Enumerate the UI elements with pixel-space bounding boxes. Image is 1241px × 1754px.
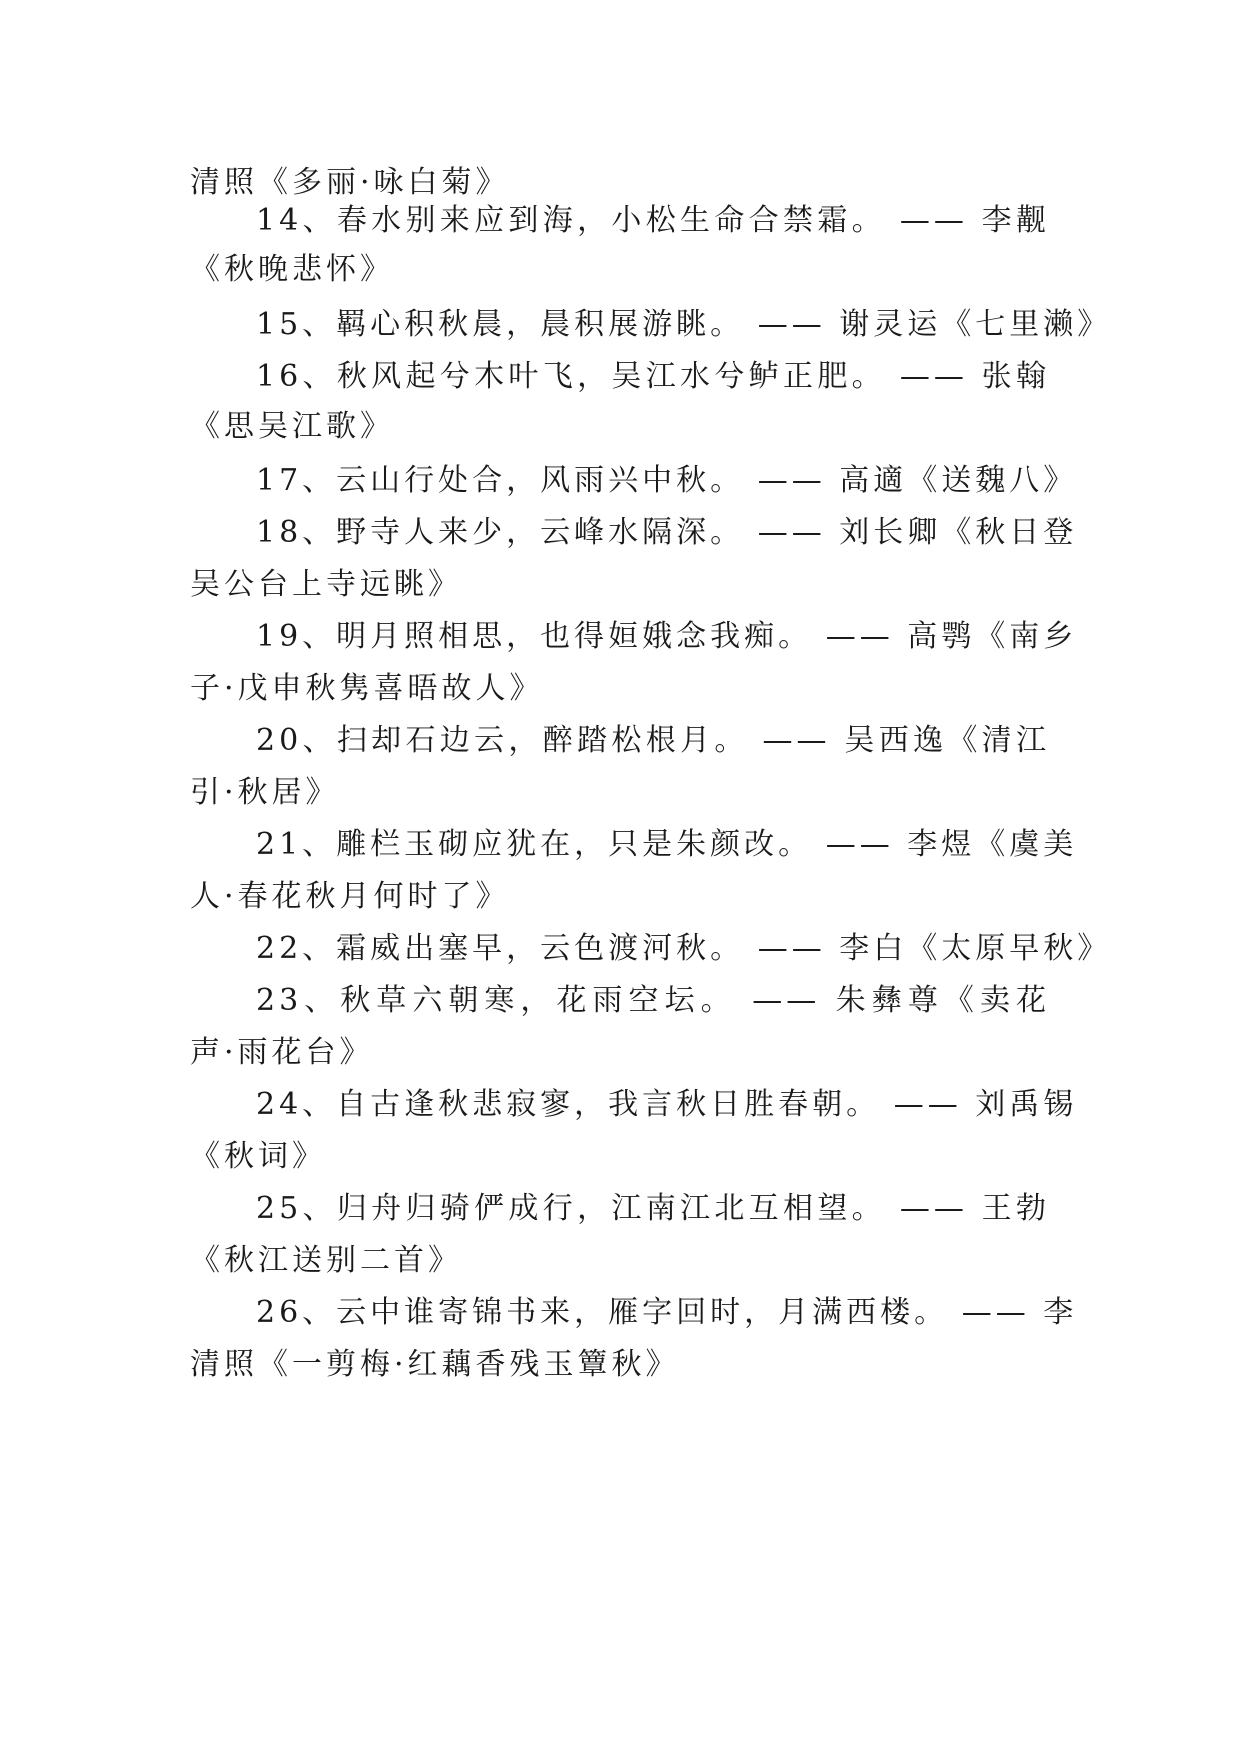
text-line: 人·春花秋月何时了》 xyxy=(190,879,510,914)
poem-line-22: 22、霜威出塞早，云色渡河秋。 —— 李白《太原早秋》 xyxy=(256,931,1112,966)
poem-line-17: 17、云山行处合，风雨兴中秋。 —— 高適《送魏八》 xyxy=(256,463,1078,498)
poem-line-19: 19、明月照相思，也得姮娥念我痴。 —— 高鹗《南乡 xyxy=(256,619,1078,654)
text-line: 子·戊申秋隽喜晤故人》 xyxy=(190,671,544,706)
poem-line-21: 21、雕栏玉砌应犹在，只是朱颜改。 —— 李煜《虞美 xyxy=(256,827,1078,862)
text-line: 《思吴江歌》 xyxy=(190,409,394,444)
text-line: 声·雨花台》 xyxy=(190,1035,374,1070)
poem-line-26: 26、云中谁寄锦书来，雁字回时，月满西楼。 —— 李 xyxy=(256,1295,1078,1330)
text-line: 清照《一剪梅·红藕香残玉簟秋》 xyxy=(190,1347,680,1382)
poem-line-20: 20、扫却石边云，醉踏松根月。 —— 吴西逸《清江 xyxy=(256,723,1050,758)
text-line: 《秋江送别二首》 xyxy=(190,1243,462,1278)
text-line: 清照《多丽·咏白菊》 xyxy=(190,165,510,200)
poem-line-15: 15、羁心积秋晨，晨积展游眺。 —— 谢灵运《七里濑》 xyxy=(256,307,1112,342)
poem-line-18: 18、野寺人来少，云峰水隔深。 —— 刘长卿《秋日登 xyxy=(256,515,1078,550)
poem-line-25: 25、归舟归骑俨成行，江南江北互相望。 —— 王勃 xyxy=(256,1191,1050,1226)
poem-line-16: 16、秋风起兮木叶飞，吴江水兮鲈正肥。 —— 张翰 xyxy=(256,359,1050,394)
poem-line-23: 23、秋草六朝寒，花雨空坛。 —— 朱彝尊《卖花 xyxy=(256,983,1050,1018)
text-line: 吴公台上寺远眺》 xyxy=(190,567,462,602)
poem-line-24: 24、自古逢秋悲寂寥，我言秋日胜春朝。 —— 刘禹锡 xyxy=(256,1087,1078,1122)
text-line: 《秋晚悲怀》 xyxy=(190,252,394,287)
text-line: 引·秋居》 xyxy=(190,775,340,810)
text-line: 《秋词》 xyxy=(190,1139,326,1174)
poem-line-14: 14、春水别来应到海，小松生命合禁霜。 —— 李觏 xyxy=(256,203,1050,238)
